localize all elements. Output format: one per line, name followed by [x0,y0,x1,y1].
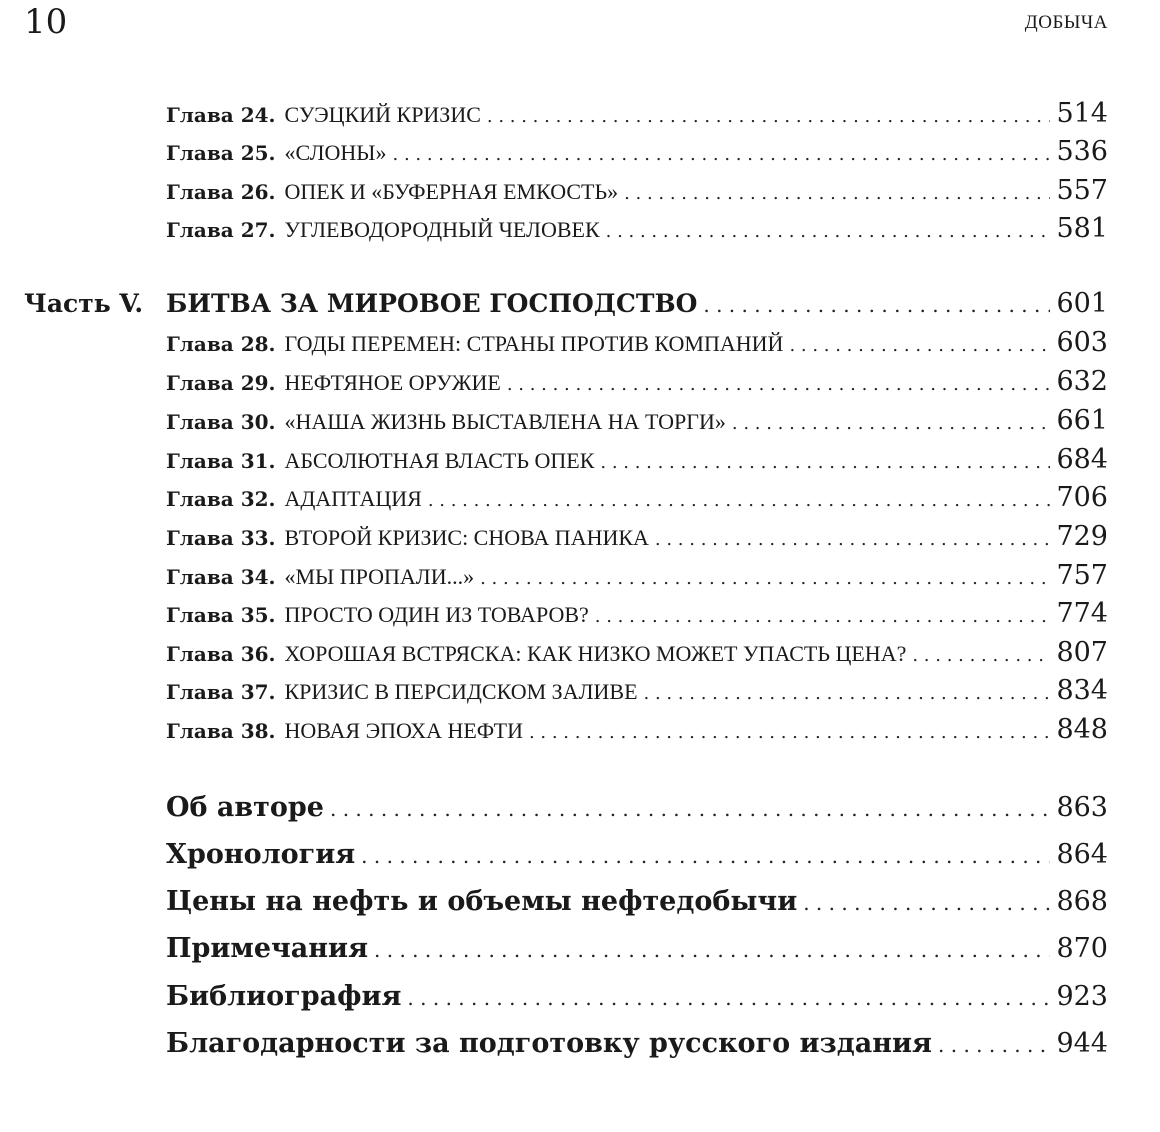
chapter-page-number: 603 [1056,327,1108,358]
back-matter-page-number: 870 [1056,933,1108,964]
back-matter-title: Хронология [166,839,356,870]
toc-entry-chapter-25[interactable] [166,136,1108,167]
chapter-label: Глава 29. [166,371,276,395]
chapter-page-number: 757 [1056,560,1108,591]
dot-leader [803,891,1050,915]
chapter-page-number: 706 [1056,482,1108,513]
chapter-title: ОПЕК И «БУФЕРНАЯ ЕМКОСТЬ» [284,179,619,204]
chapter-page-number: 729 [1056,521,1108,552]
toc-entry-chapter-34[interactable] [166,560,1108,591]
toc-entry-chapter-26[interactable] [166,175,1108,206]
dot-leader [595,606,1051,627]
chapter-label: Глава 37. [166,680,276,704]
back-matter-title: Благодарности за подготовку русского издания [166,1028,933,1059]
part-title: БИТВА ЗА МИРОВОЕ ГОСПОДСТВО [166,289,698,318]
toc-entry-notes[interactable] [166,933,1108,964]
chapter-page-number: 834 [1056,675,1108,706]
chapter-title: ПРОСТО ОДИН ИЗ ТОВАРОВ? [284,602,589,627]
dot-leader [361,844,1050,868]
chapter-label: Глава 32. [166,487,276,511]
chapter-page-number: 807 [1056,637,1108,668]
back-matter-page-number: 923 [1056,981,1108,1012]
dot-leader [487,106,1051,127]
part-label: Часть V. [24,289,144,318]
chapter-title: «НАША ЖИЗНЬ ВЫСТАВЛЕНА НА ТОРГИ» [284,409,726,434]
chapter-label: Глава 38. [166,719,276,743]
chapter-page-number: 774 [1056,598,1108,629]
chapter-title: «СЛОНЫ» [284,140,387,165]
back-matter-page-number: 868 [1056,886,1108,917]
chapter-label: Глава 26. [166,180,276,204]
dot-leader [507,374,1051,395]
chapter-title: АДАПТАЦИЯ [284,486,422,511]
toc-entry-chapter-29[interactable] [166,366,1108,397]
chapter-page-number: 848 [1056,714,1108,745]
dot-leader [330,797,1050,821]
dot-leader [480,568,1050,589]
toc-entry-about-author[interactable] [166,792,1108,823]
dot-leader [912,645,1050,666]
chapter-label: Глава 28. [166,332,276,356]
back-matter-title: Об авторе [166,792,324,823]
toc-entry-chapter-24[interactable] [166,98,1108,129]
back-matter-page-number: 863 [1056,792,1108,823]
dot-leader [393,144,1051,165]
toc-entry-chapter-27[interactable] [166,213,1108,244]
dot-leader [655,529,1051,550]
chapter-page-number: 557 [1056,175,1108,206]
chapter-title: НЕФТЯНОЕ ОРУЖИЕ [284,370,501,395]
chapter-title: СУЭЦКИЙ КРИЗИС [284,102,481,127]
chapter-page-number: 632 [1056,366,1108,397]
chapter-title: КРИЗИС В ПЕРСИДСКОМ ЗАЛИВЕ [284,679,638,704]
dot-leader [644,683,1051,704]
chapter-label: Глава 34. [166,565,276,589]
chapter-label: Глава 35. [166,603,276,627]
back-matter-title: Примечания [166,933,369,964]
dot-leader [789,335,1050,356]
toc-entry-part-5[interactable] [24,288,1108,319]
chapter-page-number: 581 [1056,213,1108,244]
toc-entry-oil-prices[interactable] [166,886,1108,917]
chapter-label: Глава 30. [166,410,276,434]
toc-entry-chapter-36[interactable] [166,637,1108,668]
page-number: 10 [24,2,68,42]
toc-entry-bibliography[interactable] [166,981,1108,1012]
toc-entry-chapter-32[interactable] [166,482,1108,513]
toc-entry-chapter-28[interactable] [166,327,1108,358]
chapter-label: Глава 25. [166,141,276,165]
chapter-label: Глава 24. [166,103,276,127]
chapter-page-number: 684 [1056,444,1108,475]
chapter-title: «МЫ ПРОПАЛИ...» [284,564,475,589]
chapter-label: Глава 33. [166,526,276,550]
toc-entry-chapter-37[interactable] [166,675,1108,706]
chapter-title: АБСОЛЮТНАЯ ВЛАСТЬ ОПЕК [284,448,595,473]
chapter-page-number: 514 [1056,98,1108,129]
back-matter-title: Цены на нефть и объемы нефтедобычи [166,886,798,917]
dot-leader [529,722,1051,743]
back-matter-page-number: 944 [1056,1028,1108,1059]
dot-leader [938,1033,1050,1057]
chapter-title: НОВАЯ ЭПОХА НЕФТИ [284,718,523,743]
chapter-page-number: 661 [1056,405,1108,436]
chapter-title: УГЛЕВОДОРОДНЫЙ ЧЕЛОВЕК [284,217,600,242]
dot-leader [374,938,1050,962]
dot-leader [732,413,1051,434]
chapter-label: Глава 31. [166,449,276,473]
toc-entry-chapter-35[interactable] [166,598,1108,629]
toc-entry-chronology[interactable] [166,839,1108,870]
dot-leader [407,986,1050,1010]
toc-entry-chapter-33[interactable] [166,521,1108,552]
running-title: ДОБЫЧА [1024,12,1108,33]
part-page-number: 601 [1056,288,1108,319]
chapter-title: ГОДЫ ПЕРЕМЕН: СТРАНЫ ПРОТИВ КОМПАНИЙ [284,331,784,356]
toc-entry-chapter-31[interactable] [166,444,1108,475]
toc-entry-chapter-30[interactable] [166,405,1108,436]
dot-leader [624,183,1050,204]
dot-leader [606,221,1051,242]
chapter-page-number: 536 [1056,136,1108,167]
chapter-label: Глава 36. [166,642,276,666]
chapter-title: ХОРОШАЯ ВСТРЯСКА: КАК НИЗКО МОЖЕТ УПАСТЬ ЦЕНА? [284,641,907,666]
dot-leader [428,490,1051,511]
toc-entry-acknowledgements[interactable] [166,1028,1108,1059]
dot-leader [703,293,1050,317]
toc-entry-chapter-38[interactable] [166,714,1108,745]
back-matter-title: Библиография [166,981,402,1012]
chapter-label: Глава 27. [166,218,276,242]
chapter-title: ВТОРОЙ КРИЗИС: СНОВА ПАНИКА [284,525,649,550]
dot-leader [600,452,1050,473]
back-matter-page-number: 864 [1056,839,1108,870]
